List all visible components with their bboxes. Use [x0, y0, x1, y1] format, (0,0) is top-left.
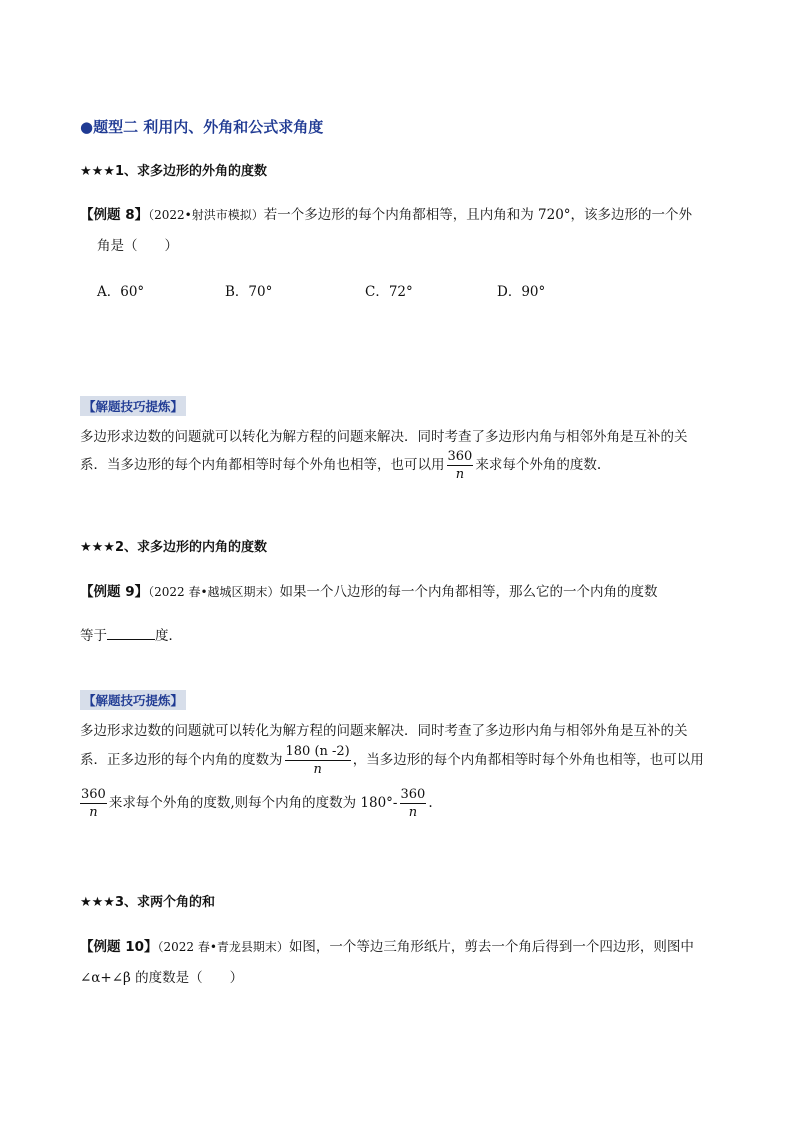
q1-heading: ★★★1、求多边形的外角的度数: [80, 164, 268, 179]
q2-answer-blank: [107, 626, 155, 640]
q2-line2: [80, 624, 182, 644]
tip2-fraction-3: [400, 786, 427, 821]
tip2-frac2-num: 360: [81, 787, 106, 802]
tip2-fraction-2: [80, 786, 107, 821]
tip2-frac1-num: 180 (n -2): [285, 744, 350, 759]
q2-tag: 【例题 9】: [80, 584, 149, 600]
q2-line1: [80, 580, 658, 600]
tip2-label-wrap: [80, 690, 186, 710]
q1-option-d: D．90°: [497, 284, 546, 300]
tip2-line3-mid: 来求每个外角的度数,则每个内角的度数为 180°-: [108, 795, 398, 811]
tip1-frac-den: n: [455, 467, 465, 482]
q3-heading: ★★★3、求两个角的和: [80, 895, 216, 910]
q3-line1: [80, 935, 694, 955]
q2-text2-pre: 等于: [80, 628, 107, 644]
q1-option-a: A．60°: [97, 284, 145, 300]
q1-line1: [80, 203, 692, 223]
tip2-frac1-den: n: [313, 762, 322, 777]
tip2-line2: [80, 743, 704, 778]
tip2-frac3-num: 360: [400, 787, 426, 802]
q2-text1: 如果一个八边形的每一个内角都相等，那么它的一个内角的度数: [279, 584, 658, 600]
tip2-line3: [78, 786, 433, 821]
q3-text2: ∠α+∠β 的度数是（ ）: [80, 970, 244, 986]
q3-text1: 如图，一个等边三角形纸片，剪去一个角后得到一个四边形，则图中: [288, 939, 694, 955]
q2-source: （2022 春•越城区期末）: [148, 585, 280, 599]
tip2-frac3-den: n: [408, 805, 418, 820]
q1-tag: 【例题 8】: [80, 207, 149, 223]
tip1-frac-num: 360: [447, 449, 473, 464]
q2-heading: ★★★2、求多边形的内角的度数: [80, 540, 268, 555]
tip2-line2-post: ，当多边形的每个内角都相等时每个外角也相等，也可以用: [352, 752, 704, 768]
tip2-line1: 多边形求边数的问题就可以转化为解方程的问题来解决．同时考查了多边形内角与相邻外角是互补的关: [80, 723, 688, 739]
tip1-line2: [80, 448, 601, 483]
q2-text2-post: 度．: [155, 628, 182, 644]
tip1-line1: 多边形求边数的问题就可以转化为解方程的问题来解决．同时考查了多边形内角与相邻外角是互补的关: [80, 429, 688, 445]
tip1-label-wrap: [80, 396, 186, 416]
q1-option-b: B．70°: [225, 284, 273, 300]
q1-text1: 若一个多边形的每个内角都相等，且内角和为 720°，该多边形的一个外: [263, 207, 693, 223]
tip2-line3-end: .: [428, 795, 433, 811]
q3-tag: 【例题 10】: [80, 939, 158, 955]
tip1-fraction: [447, 448, 474, 483]
tip1-label: 【解题技巧提炼】: [80, 396, 186, 416]
tip2-frac2-den: n: [89, 805, 98, 820]
tip2-fraction-1: [285, 743, 351, 778]
q1-source: （2022•射洪市模拟）: [148, 208, 264, 222]
tip1-line2-post: 来求每个外角的度数.: [475, 457, 602, 473]
tip1-line2-pre: 系．当多边形的每个内角都相等时每个外角也相等，也可以用: [80, 457, 445, 473]
section-title: ●题型二 利用内、外角和公式求角度: [80, 118, 324, 136]
q1-text2: 角是（ ）: [97, 238, 178, 254]
q3-source: （2022 春•青龙县期末）: [157, 940, 289, 954]
tip2-line2-pre: 系．正多边形的每个内角的度数为: [80, 752, 283, 768]
tip2-label: 【解题技巧提炼】: [80, 690, 186, 710]
q1-option-c: C．72°: [365, 284, 413, 300]
